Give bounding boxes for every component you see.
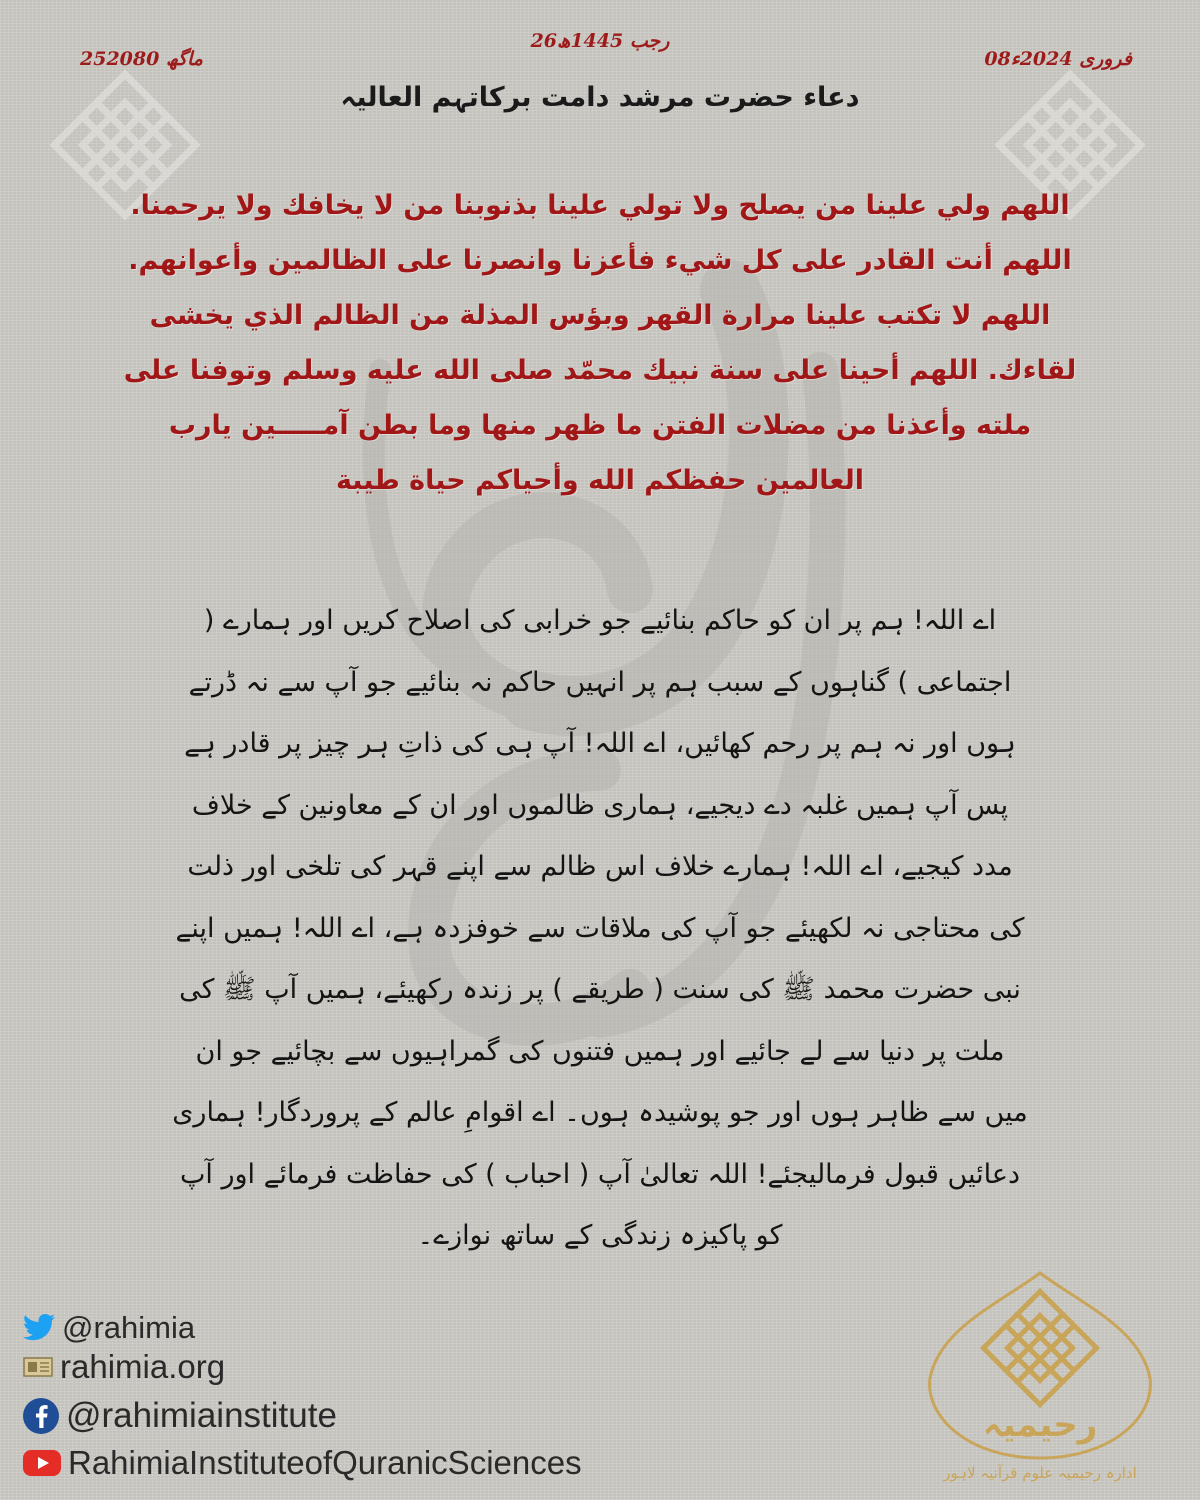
urdu-translation-text: اے اللہ! ہم پر ان کو حاکم بنائیے جو خرابی کی اصلاح کریں اور ہمارے ( اجتماعی ) گناہوں کے سبب ہم پر انہیں حاکم نہ بنائیے جو آپ سے نہ ڈرتے ہوں اور نہ ہم پر رحم کھائیں، اے اللہ! آپ ہی کی ذاتِ ہر چیز پر قادر ہے پس آپ ہمیں غلبہ دے دیجیے، ہماری ظالموں اور ان کے معاونین کے خلاف مدد کیجیے، اے اللہ! ہمارے خلاف اس ظالم سے اپنے قہر کی تلخی اور ذلت کی محتاجی نہ لکھیئے جو آپ کی ملاقات سے خوفزدہ ہے، اے اللہ! ہمیں اپنے نبی حضرت محمد ﷺ کی سنت ( طریقے ) پر زندہ رکھیئے، ہمیں آپ ﷺ کی ملت پر دنیا سے لے جائیے اور ہمیں فتنوں کی گمراہیوں سے بچائیے جو ان میں سے ظاہر ہوں اور جو پوشیدہ ہوں۔ اے اقوامِ عالم کے پروردگار! ہماری دعائیں قبول فرمالیجئے! اللہ تعالیٰ آپ ( احباب ) کی حفاظت فرمائے اور آپ کو پاکیزہ زندگی کے ساتھ نوازے۔ (172, 605, 1028, 1251)
web-icon (22, 1354, 54, 1380)
twitter-link[interactable] (22, 1310, 195, 1346)
youtube-channel: RahimiaInstituteofQuranicSciences (68, 1444, 582, 1481)
logo-name: رحیمیہ (982, 1405, 1098, 1445)
gregorian-date: 08فروری 2024ء (984, 48, 1132, 70)
youtube-link[interactable] (22, 1444, 582, 1482)
twitter-bird-icon (22, 1313, 56, 1343)
website-url: rahimia.org (60, 1348, 226, 1385)
website-link[interactable] (22, 1348, 225, 1386)
youtube-icon (22, 1448, 62, 1478)
logo-subtitle: ادارہ رحیمیہ علوم قرآنیہ لاہور (943, 1464, 1137, 1482)
facebook-icon (22, 1397, 60, 1435)
facebook-link[interactable] (22, 1396, 337, 1436)
hijri-date: 26رجب 1445ھ (530, 30, 670, 52)
rahimia-logo (905, 1268, 1175, 1498)
bikrami-date: 25ماگھ 2080 (80, 48, 203, 70)
arabic-dua-text: اللهم ولي علينا من يصلح ولا تولي علينا بذنوبنا من لا يخافك ولا يرحمنا. اللهم أنت القادر على كل شيء فأعزنا وانصرنا على الظالمين وأعوانهم. اللهم لا تكتب علينا مرارة القهر وبؤس المذلة من الظالم الذي يخشى لقاءك. اللهم أحينا على سنة نبيك محمّد صلى الله عليه وسلم وتوفنا على ملته وأعذنا من مضلات الفتن ما ظهر منها وما بطن آمـــــين يارب العالمين حفظكم الله وأحياكم حياة طيبة (123, 190, 1077, 496)
twitter-handle: @rahimia (62, 1310, 196, 1345)
facebook-handle: @rahimiainstitute (66, 1396, 337, 1435)
page-title: دعاء حضرت مرشد دامت برکاتہم العالیہ (340, 82, 860, 113)
